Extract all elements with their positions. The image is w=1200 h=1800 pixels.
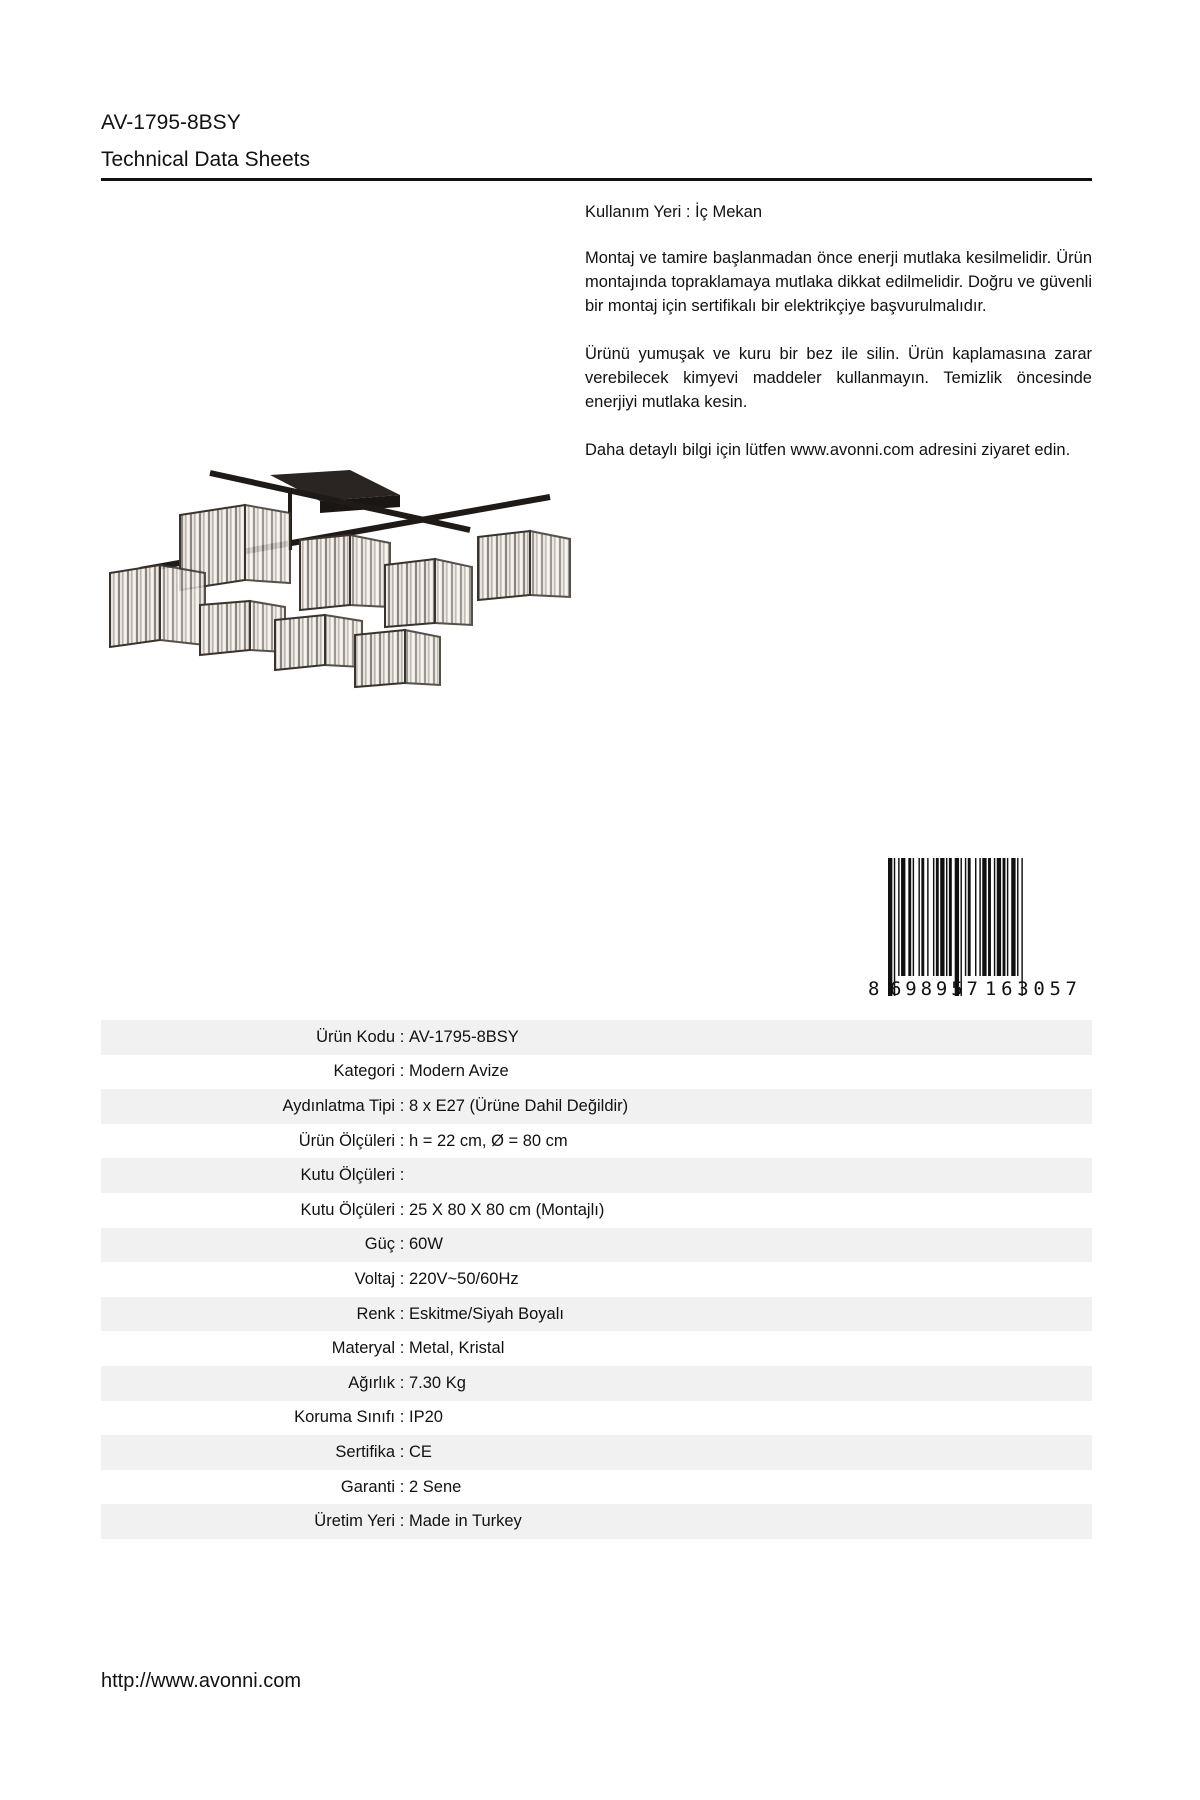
crystal-shade-6 (200, 601, 285, 655)
crystal-shade-4 (385, 559, 472, 627)
spec-separator: : (399, 1062, 405, 1081)
barcode-bar (1003, 858, 1006, 976)
spec-label: Güç (364, 1235, 395, 1254)
spec-separator: : (399, 1373, 405, 1392)
spec-label: Koruma Sınıfı (294, 1408, 395, 1427)
usage-info (585, 200, 1092, 486)
header-divider (101, 178, 1092, 181)
spec-label: Kategori (333, 1062, 395, 1081)
barcode-bar (982, 858, 986, 976)
barcode-bar (955, 858, 959, 996)
spec-separator: : (399, 1166, 405, 1185)
barcode-bar (913, 858, 914, 976)
spec-row (101, 1331, 1092, 1366)
crystal-shade-5 (478, 531, 570, 600)
footer-url[interactable]: http://www.avonni.com (101, 1670, 302, 1692)
spec-value: 220V~50/60Hz (409, 1269, 519, 1288)
spec-row (101, 1124, 1092, 1159)
barcode-bar (1011, 858, 1015, 976)
crystal-shade-8 (355, 630, 440, 687)
spec-row (101, 1262, 1092, 1297)
spec-value: 7.30 Kg (409, 1373, 466, 1392)
spec-label: Üretim Yeri (314, 1512, 395, 1531)
spec-value: 25 X 80 X 80 cm (Montajlı) (409, 1200, 605, 1219)
barcode-bar (888, 858, 892, 996)
barcode-bar (968, 858, 971, 976)
spec-label: Ürün Kodu (316, 1027, 395, 1046)
barcode-bar (933, 858, 934, 976)
spec-label: Materyal (331, 1339, 395, 1358)
crystal-shade-2 (110, 565, 205, 647)
safety-paragraph: Montaj ve tamire başlanmadan önce enerji mutlaka kesilmelidir. Ürün montajında topraklamaya mutlaka dikkat edilmelidir. Doğru ve güvenli bir montaj için sertifikalı bir elektrikçiye başvurulmalıdır. (585, 249, 1092, 315)
spec-value: Metal, Kristal (409, 1339, 505, 1358)
cleaning-paragraph: Ürünü yumuşak ve kuru bir bez ile silin. Ürün kaplamasına zarar verebilecek kimyevi maddeler kullanmayın. Temizlik öncesinde enerjiyi mutlaka kesin. (585, 345, 1092, 411)
spec-separator: : (399, 1408, 405, 1427)
spec-label: Garanti (340, 1477, 395, 1496)
spec-label: Sertifika (335, 1442, 395, 1461)
crystal-shade-7 (275, 615, 362, 670)
spec-row (101, 1089, 1092, 1124)
spec-row (101, 1435, 1092, 1470)
product-image (100, 455, 580, 705)
spec-separator: : (399, 1477, 405, 1496)
spec-value: IP20 (409, 1408, 443, 1427)
spec-row (101, 1470, 1092, 1505)
spec-separator: : (399, 1096, 405, 1115)
barcode-bar (927, 858, 928, 976)
spec-value: Eskitme/Siyah Boyalı (409, 1304, 564, 1323)
spec-separator: : (399, 1200, 405, 1219)
barcode-bar (901, 858, 905, 976)
spec-label: Ağırlık (348, 1373, 395, 1392)
spec-value: 2 Sene (409, 1477, 462, 1496)
barcode-bar (918, 858, 919, 976)
barcode-bar (946, 858, 947, 976)
spec-value: 60W (409, 1235, 443, 1254)
spec-row (101, 1366, 1092, 1401)
spec-row (101, 1020, 1092, 1055)
spec-row (101, 1228, 1092, 1263)
barcode-right-digits: 163057 (985, 978, 1077, 998)
barcode-bar (1017, 858, 1018, 976)
barcode-first-digit: 8 (868, 978, 880, 998)
barcode-bar (979, 858, 980, 976)
barcode-left-digits: 698957 (890, 978, 978, 998)
spec-value: 8 x E27 (Ürüne Dahil Değildir) (409, 1096, 629, 1115)
barcode-bar (1021, 858, 1022, 996)
usage-location: Kullanım Yeri : İç Mekan (585, 203, 763, 221)
spec-separator: : (399, 1304, 405, 1323)
barcode-bar (936, 858, 939, 976)
spec-row (101, 1193, 1092, 1228)
spec-value: h = 22 cm, Ø = 80 cm (409, 1131, 568, 1150)
spec-value: Modern Avize (409, 1062, 509, 1081)
spec-label: Voltaj (354, 1269, 395, 1288)
spec-separator: : (399, 1512, 405, 1531)
spec-row (101, 1297, 1092, 1332)
spec-value: Made in Turkey (409, 1512, 522, 1531)
barcode-bar (965, 858, 966, 976)
barcode-bar (940, 858, 944, 976)
barcode-bar (988, 858, 991, 976)
barcode-bar (894, 858, 895, 996)
spec-separator: : (399, 1339, 405, 1358)
barcode-bar (994, 858, 995, 976)
spec-separator: : (399, 1442, 405, 1461)
barcode-bar (975, 858, 976, 976)
spec-row (101, 1158, 1092, 1193)
spec-label: Ürün Ölçüleri (298, 1131, 395, 1150)
spec-row (101, 1401, 1092, 1436)
product-code-title: AV-1795-8BSY (101, 111, 241, 134)
spec-table (101, 1020, 1092, 1539)
spec-value: CE (409, 1442, 432, 1461)
barcode-bar (908, 858, 911, 976)
spec-label: Kutu Ölçüleri (300, 1200, 395, 1219)
spec-separator: : (399, 1131, 405, 1150)
barcode-bar (997, 858, 1001, 976)
spec-separator: : (399, 1269, 405, 1288)
barcode-bar (898, 858, 899, 976)
more-info-paragraph: Daha detaylı bilgi için lütfen www.avonni.com adresini ziyaret edin. (585, 441, 1071, 459)
spec-row (101, 1504, 1092, 1539)
page-subtitle: Technical Data Sheets (101, 148, 310, 171)
spec-label: Kutu Ölçüleri (300, 1166, 395, 1185)
barcode-bar (949, 858, 952, 976)
barcode-bar (1007, 858, 1008, 976)
barcode-bar (921, 858, 924, 976)
spec-value: AV-1795-8BSY (409, 1027, 519, 1046)
barcode (868, 858, 1092, 998)
spec-separator: : (399, 1027, 405, 1046)
barcode-bar (961, 858, 962, 996)
spec-separator: : (399, 1235, 405, 1254)
crystal-shade-3 (300, 535, 390, 610)
spec-row (101, 1055, 1092, 1090)
spec-label: Renk (356, 1304, 395, 1323)
spec-label: Aydınlatma Tipi (282, 1096, 395, 1115)
barcode-bars (888, 858, 1023, 996)
